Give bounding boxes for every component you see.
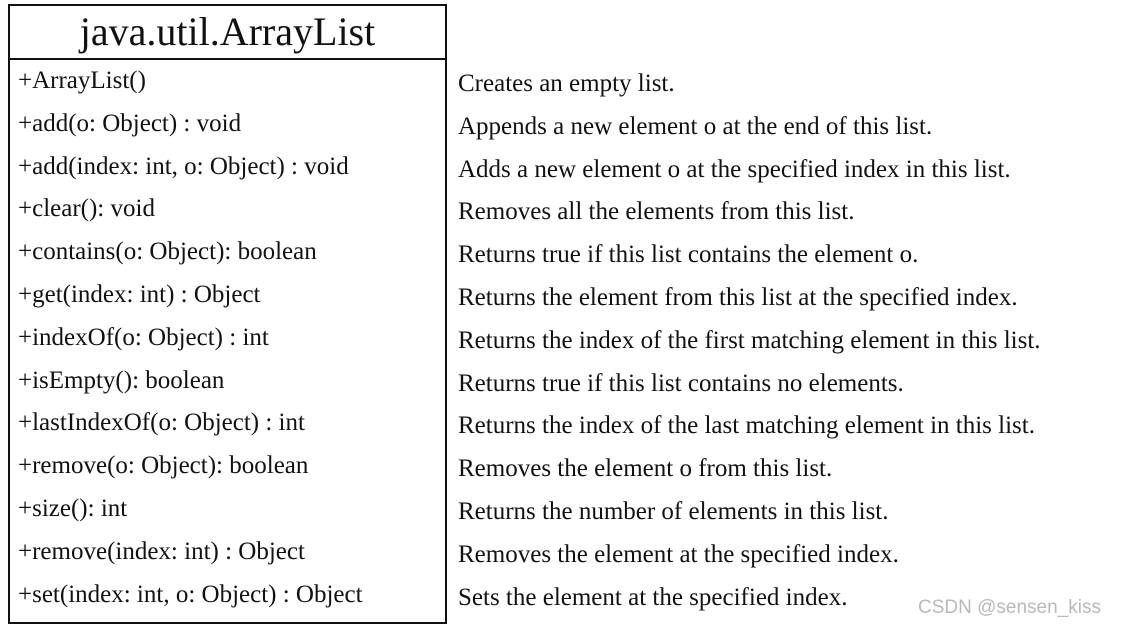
method-signature: +remove(o: Object): boolean	[18, 452, 309, 480]
method-signature: +add(index: int, o: Object) : void	[18, 152, 349, 180]
method-signature: +clear(): void	[18, 195, 155, 223]
method-description: Removes the element o from this list.	[458, 455, 833, 483]
method-description: Removes all the elements from this list.	[458, 198, 855, 226]
method-signature: +isEmpty(): boolean	[18, 366, 225, 394]
method-signature: +contains(o: Object): boolean	[18, 238, 317, 266]
method-description: Returns the number of elements in this list.	[458, 498, 889, 525]
method-signature: +size(): int	[18, 495, 128, 522]
method-signature: +indexOf(o: Object) : int	[18, 323, 269, 351]
method-signature: +set(index: int, o: Object) : Object	[18, 580, 363, 608]
method-description: Creates an empty list.	[458, 70, 675, 97]
method-description: Returns the index of the last matching element in this list.	[458, 412, 1035, 440]
method-description: Appends a new element o at the end of this list.	[458, 112, 933, 140]
method-signature: +ArrayList()	[18, 67, 146, 94]
method-description: Returns the index of the first matching element in this list.	[458, 326, 1041, 354]
method-signature: +add(o: Object) : void	[18, 109, 242, 137]
method-description: Adds a new element o at the specified index in this list.	[458, 155, 1011, 183]
class-name: java.util.ArrayList	[10, 6, 445, 60]
method-signature: +remove(index: int) : Object	[18, 537, 305, 565]
method-description: Sets the element at the specified index.	[458, 583, 848, 611]
uml-class-box	[8, 4, 447, 624]
watermark: CSDN @sensen_kiss	[918, 597, 1101, 618]
method-signature: +lastIndexOf(o: Object) : int	[18, 409, 305, 437]
method-description: Returns true if this list contains no elements.	[458, 369, 904, 397]
method-description: Returns the element from this list at the specified index.	[458, 284, 1018, 311]
method-description: Removes the element at the specified index.	[458, 540, 899, 568]
method-signature: +get(index: int) : Object	[18, 281, 261, 308]
method-description: Returns true if this list contains the element o.	[458, 241, 919, 269]
